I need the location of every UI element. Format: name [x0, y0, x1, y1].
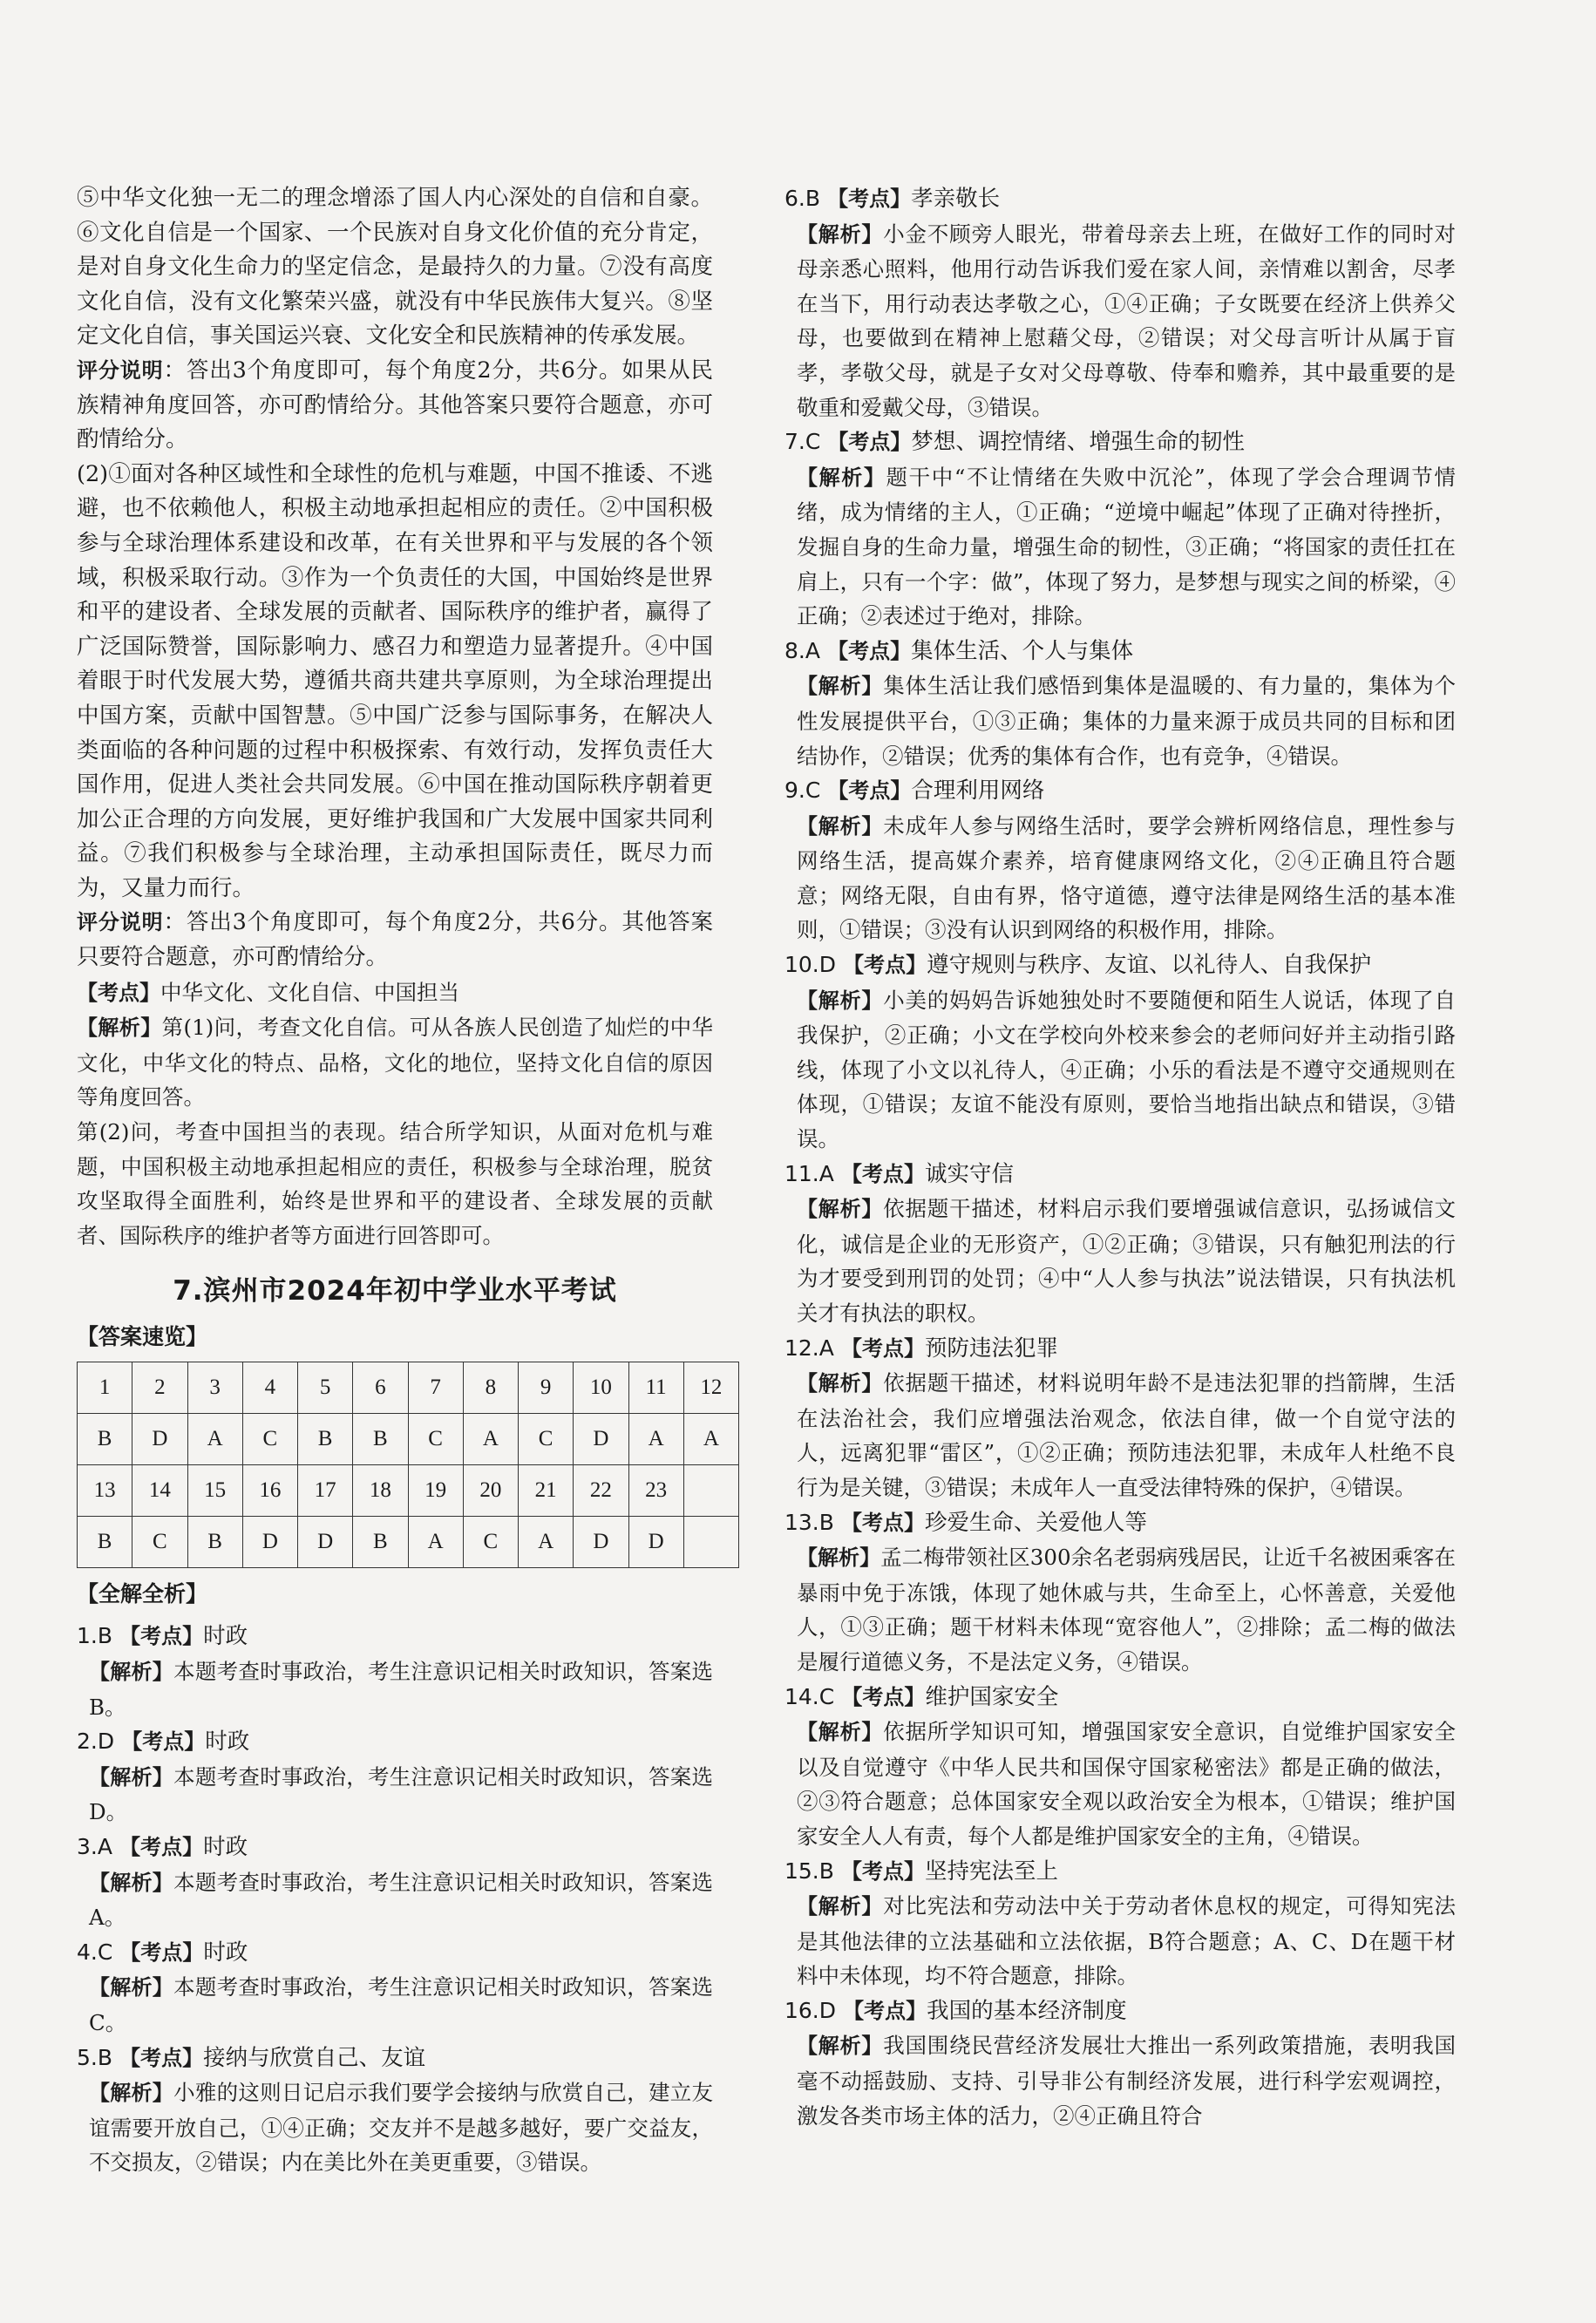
answers-title: 【答案速览】: [77, 1324, 208, 1350]
table-cell: C: [463, 1517, 518, 1568]
analysis-item: [784, 1854, 1456, 1994]
jiexi-paragraph: [784, 1540, 1456, 1679]
kaodian-label: 【考点】: [119, 1939, 204, 1965]
jiexi-label: 【解析】: [77, 1015, 162, 1041]
score-text: ：答出3个角度即可，每个角度2分，共6分。其他答案只要符合题意，亦可酌情给分。: [77, 909, 713, 971]
jiexi-paragraph: [784, 460, 1456, 634]
question-head: [784, 1331, 1456, 1367]
kaodian-label: 【考点】: [827, 638, 912, 663]
question-head: [784, 1994, 1456, 2029]
kaodian-label: 【考点】: [841, 1684, 926, 1709]
jiexi-label: 【解析】: [797, 1371, 884, 1396]
jiexi-text: 依据所学知识可知，增强国家安全意识，自觉维护国家安全以及自觉遵守《中华人民共和国保守国家秘密法》都是正确的做法，②③符合题意；总体国家安全观以政治安全为根本，①错误；维护国家安全人人有责，每个人都是维护国家安全的主角，④错误。: [797, 1719, 1457, 1849]
table-cell: 5: [298, 1362, 353, 1414]
jiexi-text: 依据题干描述，材料启示我们要增强诚信意识，弘扬诚信文化，诚信是企业的无形资产，①②正确；③错误，只有触犯刑法的行为才要受到刑罚的处罚；④中“人人参与执法”说法错误，只有执法机关才有执法的职权。: [797, 1196, 1457, 1326]
table-cell: 13: [78, 1465, 132, 1517]
question-number: 14.C: [784, 1683, 835, 1709]
question-head: [77, 1830, 713, 1865]
question-number: 6.B: [784, 186, 821, 211]
jiexi-paragraph-1: [77, 1010, 713, 1115]
question-number: 15.B: [784, 1858, 834, 1884]
jiexi-paragraph: [784, 1366, 1456, 1505]
jiexi-text: 本题考查时事政治，考生注意识记相关时政知识，答案选C。: [89, 1974, 714, 2035]
jiexi-label: 【解析】: [797, 813, 884, 839]
table-cell: 11: [628, 1362, 683, 1414]
table-cell: 9: [519, 1362, 574, 1414]
jiexi-paragraph: [77, 2075, 713, 2180]
analysis-item: [784, 1331, 1456, 1505]
question-head: [784, 1157, 1456, 1192]
jiexi-paragraph: [784, 809, 1456, 948]
question-head: [784, 425, 1456, 460]
jiexi-paragraph: [77, 1865, 713, 1935]
kaodian-label: 【考点】: [119, 1834, 204, 1859]
table-cell: 12: [683, 1362, 738, 1414]
analysis-item: [77, 1935, 713, 2041]
full-analysis-title: 【全解全析】: [77, 1581, 208, 1607]
analysis-item: [77, 2041, 713, 2180]
jiexi-paragraph: [784, 983, 1456, 1157]
analysis-item: [784, 1994, 1456, 2133]
analysis-item: [784, 634, 1456, 773]
question-number: 16.D: [784, 1997, 837, 2023]
question-number: 10.D: [784, 952, 837, 978]
jiexi-paragraph: [77, 1654, 713, 1724]
jiexi-label: 【解析】: [797, 1197, 884, 1222]
jiexi-label: 【解析】: [797, 1720, 884, 1745]
jiexi-label: 【解析】: [797, 221, 884, 247]
table-row: [78, 1465, 739, 1517]
score-note-1: [77, 354, 713, 458]
kaodian-text: 时政: [205, 1729, 250, 1756]
score-label: 评分说明: [77, 910, 164, 935]
score-label: 评分说明: [77, 357, 164, 383]
table-cell: 10: [574, 1362, 628, 1414]
kaodian-label: 【考点】: [827, 187, 912, 211]
table-cell: D: [628, 1517, 683, 1568]
table-cell: 17: [298, 1465, 353, 1517]
table-cell: B: [353, 1517, 408, 1568]
table-cell: 23: [628, 1465, 683, 1517]
question-number: 9.C: [784, 778, 821, 804]
jiexi-label: 【解析】: [89, 1764, 174, 1790]
jiexi-label: 【解析】: [89, 1975, 174, 2000]
table-cell: A: [628, 1414, 683, 1465]
jiexi-text: 本题考查时事政治，考生注意识记相关时政知识，答案选D。: [89, 1763, 714, 1825]
kaodian-text: 遵守规则与秩序、友谊、以礼待人、自我保护: [927, 952, 1372, 979]
question-number: 4.C: [77, 1939, 113, 1965]
table-cell: D: [574, 1414, 628, 1465]
jiexi-label: 【解析】: [797, 988, 884, 1013]
table-cell: 1: [78, 1362, 132, 1414]
table-cell: C: [408, 1414, 463, 1465]
kaodian-text: 中华文化、文化自信、中国担当: [160, 979, 459, 1005]
kaodian-text: 合理利用网络: [911, 778, 1045, 805]
jiexi-paragraph: [784, 1715, 1456, 1853]
question-number: 8.A: [784, 637, 820, 663]
jiexi-label: 【解析】: [797, 2034, 884, 2059]
question-number: 7.C: [784, 429, 821, 455]
table-row: [78, 1414, 739, 1465]
table-cell: A: [683, 1414, 738, 1465]
question-head: [784, 1505, 1456, 1541]
table-cell: A: [463, 1414, 518, 1465]
kaodian-label: 【考点】: [841, 1858, 926, 1884]
analysis-item: [784, 1680, 1456, 1854]
table-row: [78, 1517, 739, 1568]
jiexi-text: 小美的妈妈告诉她独处时不要随便和陌生人说话，体现了自我保护，②正确；小文在学校向外校来参会的老师问好并主动指引路线，体现了小文以礼待人，④正确；小乐的看法是不遵守交通规则在体现，①错误；友谊不能没有原则，要恰当地指出缺点和错误，③错误。: [797, 987, 1457, 1152]
jiexi-text: 未成年人参与网络生活时，要学会辨析网络信息，理性参与网络生活，提高媒介素养，培育健康网络文化，②④正确且符合题意；网络无限，自由有界，恪守道德，遵守法律是网络生活的基本准则，①错误；③没有认识到网络的积极作用，排除。: [797, 812, 1457, 943]
jiexi-label: 【解析】: [797, 465, 886, 490]
jiexi-text: 题干中“不让情绪在失败中沉沦”，体现了学会合理调节情绪，成为情绪的主人，①正确；“逆境中崛起”体现了正确对待挫折，发掘自身的生命力量，增强生命的韧性，③正确；“将国家的责任扛在肩上，只有一个字：做”，体现了努力，是梦想与现实之间的桥梁，④正确；②表述过于绝对，排除。: [797, 464, 1456, 629]
answer-table: [77, 1362, 739, 1568]
question-head: [784, 1680, 1456, 1715]
left-column: [77, 181, 723, 2180]
kaodian-text: 梦想、调控情绪、增强生命的韧性: [911, 429, 1245, 456]
table-cell: 20: [463, 1465, 518, 1517]
jiexi-paragraph: [77, 1760, 713, 1830]
answer-paragraph-1: ⑤中华文化独一无二的理念增添了国人内心深处的自信和自豪。⑥文化自信是一个国家、一个民族对自身文化价值的充分肯定，是对自身文化生命力的坚定信念，是最持久的力量。⑦没有高度文化自信，没有文化繁荣兴盛，就没有中华民族伟大复兴。⑧坚定文化自信，事关国运兴衰、文化安全和民族精神的传承发展。: [77, 185, 713, 350]
analysis-item: [784, 1157, 1456, 1331]
question-number: 5.B: [77, 2044, 113, 2070]
jiexi-text: 对比宪法和劳动法中关于劳动者休息权的规定，可得知宪法是其他法律的立法基础和立法依据，B符合题意；A、C、D在题干材料中未体现，均不符合题意，排除。: [797, 1893, 1457, 1989]
table-cell: 14: [132, 1465, 187, 1517]
question-number: 13.B: [784, 1509, 834, 1535]
kaodian-text: 坚持宪法至上: [925, 1858, 1059, 1885]
kaodian-label: 【考点】: [119, 2045, 204, 2070]
kaodian-text: 孝亲敬长: [911, 186, 1001, 212]
kaodian-text: 时政: [203, 1623, 248, 1650]
jiexi-text: 孟二梅带领社区300余名老弱病残居民，让近千名被困乘客在暴雨中免于冻饿，体现了她休戚与共，生命至上，心怀善意，关爱他人，①③正确；题干材料未体现“宽容他人”，②排除；孟二梅的做法是履行道德义务，不是法定义务，④错误。: [797, 1545, 1457, 1674]
kaodian-label: 【考点】: [827, 778, 912, 804]
table-cell: D: [298, 1517, 353, 1568]
table-cell: 7: [408, 1362, 463, 1414]
jiexi-label: 【解析】: [797, 1894, 884, 1919]
question-number: 1.B: [77, 1623, 113, 1649]
jiexi-label: 【解析】: [797, 1545, 881, 1571]
jiexi-paragraph-2: 第(2)问，考查中国担当的表现。结合所学知识，从面对危机与难题，中国积极主动地承担起相应的责任，积极参与全球治理，脱贫攻坚取得全面胜利，始终是世界和平的建设者、全球发展的贡献者、国际秩序的维护者等方面进行回答即可。: [77, 1119, 713, 1248]
table-cell: C: [132, 1517, 187, 1568]
jiexi-text: 本题考查时事政治，考生注意识记相关时政知识，答案选A。: [89, 1869, 714, 1931]
kaodian-text: 我国的基本经济制度: [927, 1997, 1127, 2024]
table-cell: 18: [353, 1465, 408, 1517]
table-cell: 8: [463, 1362, 518, 1414]
analysis-item: [77, 1830, 713, 1935]
kaodian-line: [77, 975, 713, 1011]
question-number: 11.A: [784, 1160, 834, 1186]
analysis-item: [784, 181, 1456, 425]
score-text: ：答出3个角度即可，每个角度2分，共6分。如果从民族精神角度回答，亦可酌情给分。其他答案只要符合题意，亦可酌情给分。: [77, 357, 713, 453]
question-head: [784, 634, 1456, 669]
table-cell: 16: [242, 1465, 297, 1517]
jiexi-paragraph: [784, 217, 1456, 425]
table-cell: 4: [242, 1362, 297, 1414]
jiexi-text: 第(1)问，考查文化自信。可从各族人民创造了灿烂的中华文化，中华文化的特点、品格，文化的地位，坚持文化自信的原因等角度回答。: [77, 1015, 714, 1111]
kaodian-text: 珍爱生命、关爱他人等: [925, 1509, 1148, 1536]
question-head: [784, 773, 1456, 809]
table-cell: D: [132, 1414, 187, 1465]
jiexi-text: 集体生活让我们感悟到集体是温暖的、有力量的，集体为个性发展提供平台，①③正确；集体的力量来源于成员共同的目标和团结协作，②错误；优秀的集体有合作，也有竞争，④错误。: [797, 673, 1457, 769]
kaodian-label: 【考点】: [119, 1624, 204, 1649]
jiexi-text: 依据题干描述，材料说明年龄不是违法犯罪的挡箭牌，生活在法治社会，我们应增强法治观念，依法自律，做一个自觉守法的人，远离犯罪“雷区”，①②正确；预防违法犯罪，未成年人杜绝不良行为是关键，③错误；未成年人一直受法律特殊的保护，④错误。: [797, 1370, 1457, 1500]
kaodian-text: 时政: [203, 1833, 248, 1860]
table-cell: 22: [574, 1465, 628, 1517]
analysis-item: [784, 1505, 1456, 1680]
analysis-item: [77, 1619, 713, 1724]
table-cell: 6: [353, 1362, 408, 1414]
question-number: 3.A: [77, 1833, 112, 1859]
kaodian-label: 【考点】: [841, 1510, 926, 1535]
right-column: [784, 181, 1456, 2133]
jiexi-text: 我国围绕民营经济发展壮大推出一系列政策措施，表明我国毫不动摇鼓励、支持、引导非公有制经济发展，进行科学宏观调控，激发各类市场主体的活力，②④正确且符合: [797, 2033, 1457, 2129]
table-cell: A: [187, 1414, 242, 1465]
table-cell: C: [242, 1414, 297, 1465]
question-head: [784, 1854, 1456, 1890]
analysis-item: [784, 948, 1456, 1157]
kaodian-label: 【考点】: [121, 1729, 206, 1755]
question-head: [784, 948, 1456, 983]
jiexi-label: 【解析】: [89, 2081, 174, 2106]
section-title: 7.滨州市2024年初中学业水平考试: [173, 1275, 617, 1308]
table-cell: 3: [187, 1362, 242, 1414]
question-head: [77, 1935, 713, 1971]
question-head: [77, 1724, 713, 1760]
jiexi-paragraph: [784, 1192, 1456, 1330]
kaodian-label: 【考点】: [843, 953, 927, 978]
jiexi-paragraph: [784, 1889, 1456, 1994]
kaodian-text: 维护国家安全: [925, 1683, 1059, 1710]
jiexi-text: 本题考查时事政治，考生注意识记相关时政知识，答案选B。: [89, 1659, 714, 1720]
kaodian-text: 接纳与欣赏自己、友谊: [203, 2044, 426, 2071]
question-head: [77, 2041, 713, 2076]
kaodian-label: 【考点】: [77, 980, 160, 1005]
kaodian-text: 时政: [203, 1939, 248, 1966]
question-number: 2.D: [77, 1729, 115, 1755]
table-cell: B: [78, 1517, 132, 1568]
score-note-2: [77, 906, 713, 975]
analysis-item: [784, 425, 1456, 634]
question-number: 12.A: [784, 1335, 834, 1361]
answer-paragraph-2: (2)①面对各种区域性和全球性的危机与难题，中国不推诿、不逃避，也不依赖他人，积极主动地承担起相应的责任。②中国积极参与全球治理体系建设和改革，在有关世界和平与发展的各个领域，积极采取行动。③作为一个负责任的大国，中国始终是世界和平的建设者、全球发展的贡献者、国际秩序的维护者，赢得了广泛国际赞誉，国际影响力、感召力和塑造力显著提升。④中国着眼于时代发展大势，遵循共商共建共享原则，为全球治理提出中国方案，贡献中国智慧。⑤中国广泛参与国际事务，在解决人类面临的各种问题的过程中积极探索、有效行动，发挥负责任大国作用，促进人类社会共同发展。⑥中国在推动国际秩序朝着更加公正合理的方向发展，更好维护我国和广大发展中国家共同利益。⑦我们积极参与全球治理，主动承担国际责任，既尽力而为，又量力而行。: [77, 460, 713, 901]
kaodian-label: 【考点】: [840, 1335, 925, 1361]
analysis-item: [77, 1724, 713, 1830]
table-cell: D: [242, 1517, 297, 1568]
question-head: [77, 1619, 713, 1654]
kaodian-label: 【考点】: [840, 1161, 925, 1186]
analysis-item: [784, 773, 1456, 948]
question-head: [784, 181, 1456, 217]
kaodian-text: 诚实守信: [924, 1160, 1014, 1187]
jiexi-label: 【解析】: [89, 1870, 174, 1895]
table-cell: 19: [408, 1465, 463, 1517]
jiexi-label: 【解析】: [797, 674, 884, 699]
table-cell: C: [519, 1414, 574, 1465]
jiexi-text: 小雅的这则日记启示我们要学会接纳与欣赏自己，建立友谊需要开放自己，①④正确；交友并不是越多越好，要广交益友，不交损友，②错误；内在美比外在美更重要，③错误。: [89, 2080, 714, 2176]
kaodian-label: 【考点】: [843, 1998, 927, 2023]
table-cell: B: [298, 1414, 353, 1465]
table-cell: B: [78, 1414, 132, 1465]
table-cell: 21: [519, 1465, 574, 1517]
table-cell: D: [574, 1517, 628, 1568]
table-cell: [683, 1465, 738, 1517]
jiexi-paragraph: [784, 2028, 1456, 2133]
jiexi-label: 【解析】: [89, 1660, 174, 1684]
table-cell: A: [408, 1517, 463, 1568]
table-cell: 15: [187, 1465, 242, 1517]
table-cell: B: [353, 1414, 408, 1465]
kaodian-text: 集体生活、个人与集体: [911, 637, 1134, 664]
jiexi-paragraph: [77, 1970, 713, 2040]
jiexi-text: 小金不顾旁人眼光，带着母亲去上班，在做好工作的同时对母亲悉心照料，他用行动告诉我们爱在家人间，亲情难以割舍，尽孝在当下，用行动表达孝敬之心，①④正确；子女既要在经济上供养父母，也要做到在精神上慰藉父母，②错误；对父母言听计从属于盲孝，孝敬父母，就是子女对父母尊敬、侍奉和赡养，其中最重要的是敬重和爱戴父母，③错误。: [797, 221, 1457, 420]
table-row: [78, 1362, 739, 1414]
table-cell: A: [519, 1517, 574, 1568]
table-cell: 2: [132, 1362, 187, 1414]
kaodian-text: 预防违法犯罪: [924, 1335, 1058, 1362]
table-cell: B: [187, 1517, 242, 1568]
jiexi-paragraph: [784, 669, 1456, 773]
kaodian-label: 【考点】: [827, 430, 912, 455]
table-cell: [683, 1517, 738, 1568]
